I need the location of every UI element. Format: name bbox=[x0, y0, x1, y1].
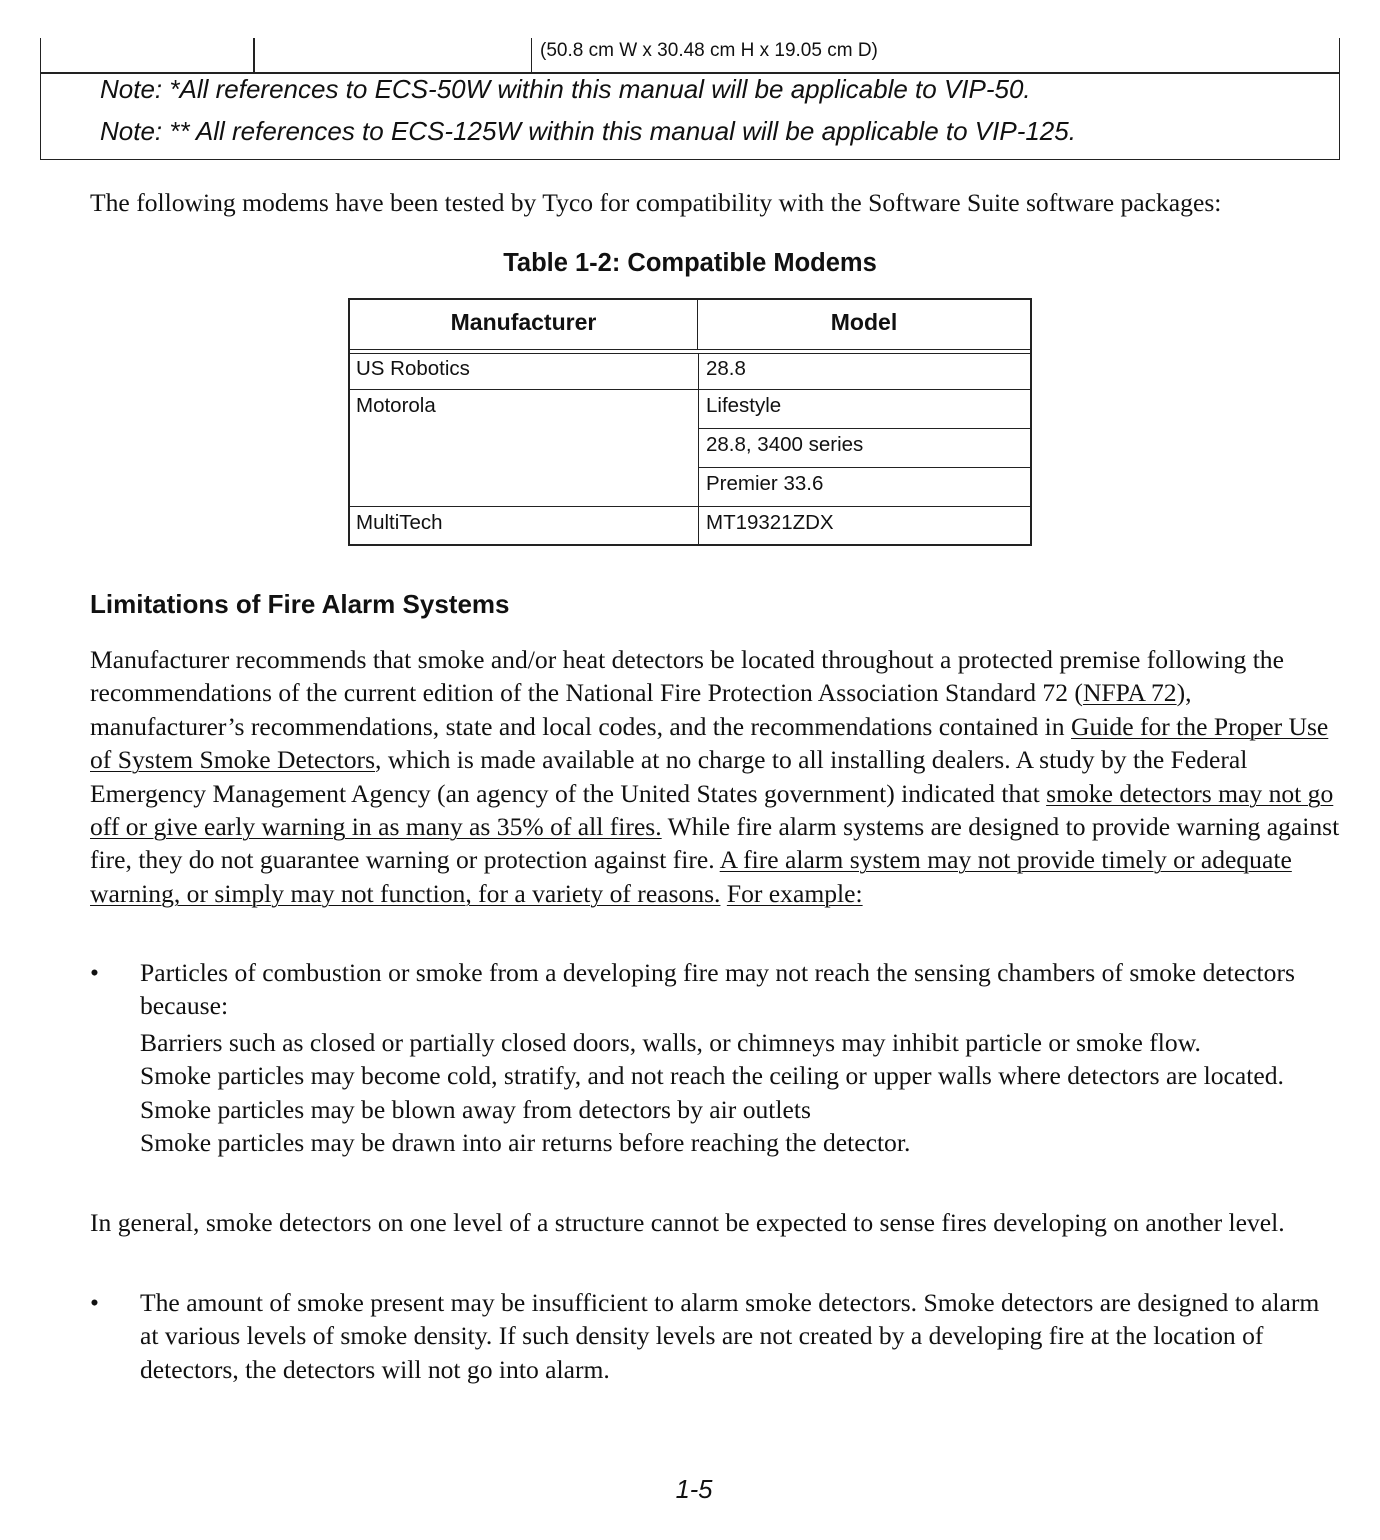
cell-model: 28.8, 3400 series bbox=[706, 433, 864, 456]
spec-table-row bbox=[40, 38, 1340, 74]
cell-manufacturer: US Robotics bbox=[356, 357, 470, 380]
nfpa-reference: NFPA 72 bbox=[1082, 678, 1177, 708]
fema-finding: smoke detectors may not go off or give early warning in as many as 35% of all fires. bbox=[90, 778, 1334, 842]
column-divider bbox=[531, 38, 532, 72]
column-divider bbox=[253, 38, 255, 72]
for-example-label: For example: bbox=[726, 878, 863, 908]
cell-manufacturer: MultiTech bbox=[356, 511, 443, 534]
cell-manufacturer: Motorola bbox=[356, 394, 436, 417]
table-border-bottom bbox=[348, 544, 1032, 546]
page-number: 1-5 bbox=[675, 1476, 713, 1504]
sub-item: Smoke particles may become cold, stratify, and not reach the ceiling or upper walls where detectors are located. bbox=[140, 1061, 1284, 1091]
intro-paragraph: The following modems have been tested by Tyco for compatibility with the Software Suite software packages: bbox=[90, 188, 1222, 217]
cell-model: Lifestyle bbox=[706, 394, 782, 417]
warning-statement: A fire alarm system may not provide timely or adequate warning, or simply may not function, for a variety of reasons. bbox=[90, 845, 1292, 908]
header-model: Model bbox=[698, 298, 1032, 350]
general-paragraph: In general, smoke detectors on one level of a structure cannot be expected to sense fires developing on another level. bbox=[90, 1208, 1285, 1237]
dimensions-cell: (50.8 cm W x 30.48 cm H x 19.05 cm D) bbox=[540, 40, 878, 61]
table-title: Table 1-2: Compatible Modems bbox=[503, 249, 877, 277]
header-manufacturer: Manufacturer bbox=[348, 298, 698, 350]
note-ecs-50w: Note: *All references to ECS-50W within this manual will be applicable to VIP-50. bbox=[100, 74, 1031, 104]
cell-model: MT19321ZDX bbox=[706, 511, 834, 534]
sub-item: Smoke particles may be blown away from detectors by air outlets bbox=[140, 1094, 811, 1124]
text-run: While fire alarm systems are designed to provide warning against fire, they do not guarantee warning or protection against fire. bbox=[90, 812, 1340, 875]
bullet-marker: • bbox=[90, 958, 99, 987]
bullet-text: Particles of combustion or smoke from a developing fire may not reach the sensing chambers of smoke detectors because: bbox=[140, 958, 1295, 1021]
bullet-text: The amount of smoke present may be insufficient to alarm smoke detectors. Smoke detectors are designed to alarm at various levels of smoke density. If such density levels are not created by a developing fire at the location of detectors, the detectors will not go into alarm. bbox=[140, 1288, 1320, 1384]
cell-model: 28.8 bbox=[706, 357, 746, 380]
limitations-paragraph bbox=[90, 643, 1340, 910]
section-heading: Limitations of Fire Alarm Systems bbox=[90, 589, 510, 619]
text-run: , which is made available at no charge to all installing dealers. A study by the Federal Emergency Management Agency (an agency of the United States government) indicated that bbox=[90, 745, 1248, 808]
note-ecs-125w: Note: ** All references to ECS-125W within this manual will be applicable to VIP-125. bbox=[100, 116, 1076, 146]
guide-reference: Guide for the Proper Use of System Smoke Detectors bbox=[90, 711, 1329, 775]
bullet-item bbox=[140, 956, 1340, 1159]
cell-model: Premier 33.6 bbox=[706, 472, 824, 495]
bullet-marker: • bbox=[90, 1288, 99, 1317]
bullet-item bbox=[140, 1286, 1340, 1386]
spec-table-continuation bbox=[40, 38, 1340, 161]
compatible-modems-table bbox=[348, 298, 1032, 547]
text-run: ), manufacturer’s recommendations, state and local codes, and the recommendations contained in bbox=[90, 678, 1192, 741]
sub-item: Barriers such as closed or partially closed doors, walls, or chimneys may inhibit particle or smoke flow. bbox=[140, 1027, 1201, 1057]
notes-box bbox=[40, 74, 1340, 160]
sub-item: Smoke particles may be drawn into air returns before reaching the detector. bbox=[140, 1128, 911, 1158]
text-run: Manufacturer recommends that smoke and/or heat detectors be located throughout a protected premise following the recommendations of the current edition of the National Fire Protection Association Standard 72 ( bbox=[90, 645, 1284, 708]
